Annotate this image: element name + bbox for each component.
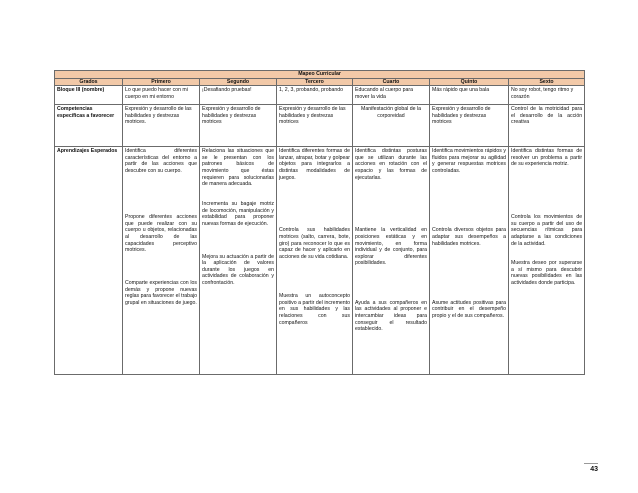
- aprendizajes-cuarto: [353, 147, 430, 375]
- aprendizaje-3-1: Identifica diferentes formas de lanzar, atrapar, botar y golpear objetos para integrarlos a distintas modalidades de juegos.: [279, 148, 350, 181]
- competencias-segundo: Expresión y desarrollo de habilidades y destrezas motrices: [200, 105, 277, 147]
- competencias-cuarto: Manifestación global de la corporeidad: [353, 105, 430, 147]
- curricular-map-table: [54, 70, 585, 375]
- page-number: 43: [584, 463, 598, 473]
- table-row-bloque: [55, 86, 585, 105]
- aprendizaje-2-1: Relaciona las situaciones que se le presentan con los patrones básicos de movimiento que éstas requieren para solucionarlas de manera adecuada.: [202, 148, 274, 188]
- header-cuarto: Cuarto: [353, 78, 430, 86]
- table-title-row: [55, 71, 585, 79]
- competencias-tercero: Expresión y desarrollo de las habilidades y destrezas motrices: [277, 105, 353, 147]
- bloque-segundo: ¡Desafiando pruebas!: [200, 86, 277, 105]
- bloque-tercero: 1, 2, 3, probando, probando: [277, 86, 353, 105]
- competencias-primero: Expresión y desarrollo de las habilidades y destrezas motrices.: [123, 105, 200, 147]
- row-label-aprendizajes: Aprendizajes Esperados: [55, 147, 123, 375]
- aprendizajes-quinto: [430, 147, 509, 375]
- header-grados: Grados: [55, 78, 123, 86]
- aprendizaje-6-1: Identifica distintas formas de resolver un problema a partir de su experiencia motriz.: [511, 148, 583, 168]
- header-segundo: Segundo: [200, 78, 277, 86]
- aprendizaje-2-2: Incrementa su bagaje motriz de locomoción, manipulación y estabilidad para proponer nuevas formas de ejecución.: [202, 200, 274, 227]
- header-row: [55, 78, 585, 86]
- aprendizaje-6-2: Controla los movimientos de su cuerpo a partir del uso de secuencias rítmicas para adaptarse a las condiciones de la actividad.: [511, 214, 583, 247]
- competencias-quinto: Expresión y desarrollo de habilidades y destrezas motrices: [430, 105, 509, 147]
- header-quinto: Quinto: [430, 78, 509, 86]
- aprendizaje-4-2: Mantiene la verticalidad en posiciones estáticas y en movimiento, en forma individual y de conjunto, para explorar diferentes posibilidades.: [355, 227, 427, 267]
- aprendizaje-5-3: Asume actitudes positivas para contribuir en el desempeño propio y el de sus compañeros.: [432, 299, 506, 320]
- aprendizaje-3-2: Controla sus habilidades motrices (salto, carrera, bote, giro) para reconocer lo que es capaz de hacer y aplicarlo en acciones de su vida cotidiana.: [279, 227, 350, 260]
- aprendizaje-4-1: Identifica distintas posturas que se utilizan durante las acciones en rotación con el espacio y las formas de ejecutarlas.: [355, 148, 427, 181]
- aprendizaje-2-3: Mejora su actuación a partir de la aplicación de valores durante los juegos en actividades de colaboración y confrontación.: [202, 253, 274, 287]
- row-label-bloque: Bloque III (nombre): [55, 86, 123, 105]
- aprendizaje-1-3: Comparte experiencias con los demás y propone nuevas reglas para favorecer el trabajo grupal en situaciones de juego.: [125, 280, 197, 306]
- header-tercero: Tercero: [277, 78, 353, 86]
- aprendizajes-primero: [123, 147, 200, 375]
- aprendizaje-3-3: Muestra un autoconcepto positivo a partir del incremento en sus habilidades y las relaciones con sus compañeros: [279, 293, 350, 326]
- aprendizaje-1-1: Identifica diferentes características del entorno a partir de las acciones que descubre con su cuerpo.: [125, 148, 197, 174]
- aprendizaje-5-2: Controla diversos objetos para adaptar sus desempeños a habilidades motrices.: [432, 227, 506, 247]
- competencias-sexto: Control de la motricidad para el desarrollo de la acción creativa: [509, 105, 585, 147]
- aprendizajes-segundo: [200, 147, 277, 375]
- aprendizaje-5-1: Identifica movimientos rápidos y fluidos para mejorar su agilidad y generar respuestas motrices controladas.: [432, 148, 506, 174]
- aprendizaje-1-2: Propone diferentes acciones que puede realizar con su cuerpo u objetos, relacionadas al desarrollo de las capacidades perceptivo motrices.: [125, 214, 197, 254]
- bloque-primero: Lo que puedo hacer con mi cuerpo en mi entorno: [123, 86, 200, 105]
- bloque-cuarto: Educando al cuerpo para mover la vida: [353, 86, 430, 105]
- aprendizajes-sexto: [509, 147, 585, 375]
- aprendizaje-4-3: Ayuda a sus compañeros en las actividades al proponer e intercambiar ideas para conseguir el resultado establecido.: [355, 299, 427, 333]
- row-label-competencias: Competencias específicas a favorecer: [55, 105, 123, 147]
- table-title: Mapeo Curricular: [55, 71, 585, 79]
- header-primero: Primero: [123, 78, 200, 86]
- aprendizaje-6-3: Muestra deseo por superarse a sí mismo para descubrir nuevas posibilidades en las actividades donde participa.: [511, 260, 583, 287]
- table-row-competencias: [55, 105, 585, 147]
- table-row-aprendizajes: [55, 147, 585, 375]
- header-sexto: Sexto: [509, 78, 585, 86]
- bloque-quinto: Más rápido que una bala: [430, 86, 509, 105]
- aprendizajes-tercero: [277, 147, 353, 375]
- bloque-sexto: No soy robot, tengo ritmo y corazón: [509, 86, 585, 105]
